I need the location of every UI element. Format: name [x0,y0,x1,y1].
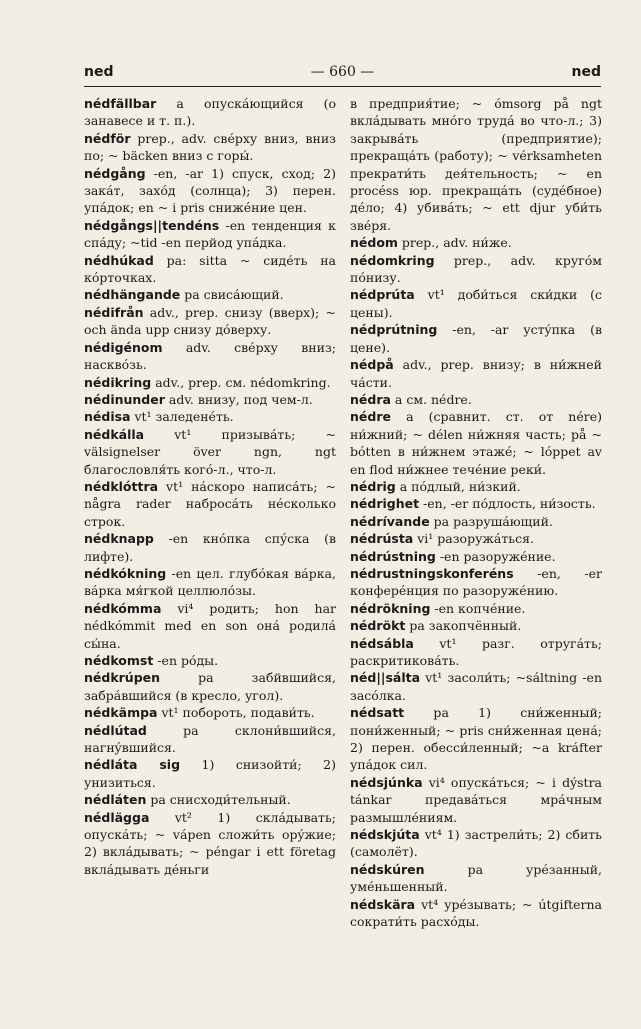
entry-headword: nédklóttra [84,478,159,494]
entry-headword: nédpå [350,357,394,373]
dictionary-entry [84,131,336,166]
entry-headword: nédsatt [350,705,405,721]
dictionary-entry [350,566,602,601]
entry-definition: vt¹ побороть, подави́ть. [157,705,315,721]
entry-headword: nédrig [350,478,396,494]
dictionary-entry [350,862,602,897]
dictionary-entry [350,549,602,566]
entry-headword: nédinunder [84,391,165,407]
entry-definition: adv., prep. снизу (вверх); ~ och ända upp снизу дóверху. [84,304,336,338]
entry-headword: nédhúkad [84,252,154,268]
entry-headword: nédfällbar [84,96,157,111]
dictionary-entry [84,705,336,722]
dictionary-entry [350,531,602,548]
entry-headword: nédskära [350,896,416,912]
dictionary-entry [84,427,336,479]
dictionary-entry [350,96,602,235]
entry-headword: nédom [350,235,398,251]
entry-headword: nédhängande [84,287,181,303]
entry-headword: nédknapp [84,531,154,547]
entry-definition: pa разрушáющий. [429,513,553,529]
entry-headword: nédkókning [84,565,167,581]
dictionary-entry [350,253,602,288]
dictionary-entry [350,479,602,496]
entry-definition: -en кнóпка спýска (в лифте). [84,531,336,564]
dictionary-entry [350,601,602,618]
dictionary-entry [350,670,602,705]
entry-headword: nédrökt [350,618,406,634]
entry-headword: nédskjúta [350,827,420,843]
header-rule [84,86,601,87]
entry-headword: nédprúta [350,287,415,303]
dictionary-entry [350,775,602,827]
dictionary-entry [350,827,602,862]
entry-definition: prep., adv. свéрху вниз, вниз по; ~ bäcken вниз с горы́. [84,130,336,164]
entry-definition: 1) снизойти́; 2) унизиться. [84,757,336,790]
entry-definition: pa 1) сни́женный; пони́женный; ~ pris сни́женная ценá; 2) перен. обесси́ленный; ~а kráfter упáдок сил. [350,705,602,773]
entry-definition: pa: sitta ~ сидéть на кóрточках. [84,252,336,286]
entry-definition: -en, -ar 1) спуск, сход; 2) закáт, захóд (солнца); 3) перен. упáдок; en ~ i pris снижéние цен. [84,165,336,216]
entry-definition: vt¹ заледенéть. [130,409,234,425]
entry-definition: -en тенденция к спáду; ~tid -en перйод упáдка. [84,217,336,251]
entry-definition: vt² 1) склáдывать; опускáть; ~ vápen сложи́ть орýжие; 2) вклáдывать; ~ péngar i ett företag вклáдывать дéньги [84,809,336,877]
entry-headword: nédkómma [84,600,162,616]
dictionary-entry [84,392,336,409]
entry-headword: nédkomst [84,653,154,668]
entry-headword: nédsábla [350,635,414,651]
dictionary-entry [350,322,602,357]
dictionary-entry [350,618,602,635]
entry-headword: nédkrúpen [84,670,161,686]
entry-headword: nédprútning [350,322,438,338]
dictionary-entry [350,496,602,513]
dictionary-entry [84,96,336,131]
dictionary-entry [350,357,602,392]
entry-definition: -en рóды. [153,653,219,668]
page-number: — 660 — [310,64,375,80]
dictionary-entry [350,235,602,252]
entry-definition: pa склони́вшийся, нагнýвшийся. [84,722,336,756]
entry-headword: nédláten [84,792,147,808]
entry-definition: vt¹ засоли́ть; ~sáltning -en засóлка. [350,670,602,703]
entry-definition: adv., prep. внизу; в ни́жней чáсти. [350,357,602,390]
dictionary-entry [84,218,336,253]
entry-headword: nédikring [84,374,152,390]
entry-definition: -en, -er конферéнция по разоружéнию. [350,565,602,599]
entry-definition: pa урéзанный, умéньшенный. [350,861,602,895]
dictionary-entry [84,792,336,809]
entry-definition: vt¹ доби́ться ски́дки (с цены). [350,287,602,320]
entry-definition: pa закопчённый. [405,618,522,634]
dictionary-entry [350,287,602,322]
dictionary-entry [84,287,336,304]
header-left-guide-word: ned [84,64,114,80]
entry-definition: в предприя́тие; ~ ómsorg på ngt вклáдывать мнóго трудá во что-л.; 3) закрывáть (предприятие); прекращáть (работу); ~ vérksamheten прекрати́ть дея́тельность; ~ en procéss юр. прекращáть (судéбное) дéло; 4) убивáть; ~ ett djur уби́ть звéря. [350,96,602,233]
dictionary-entry [350,897,602,932]
dictionary-entry [350,392,602,409]
dictionary-entry [84,566,336,601]
entry-definition: adv. внизу, под чем-л. [164,391,313,407]
entry-headword: nédlútad [84,722,147,738]
entry-headword: nédláta sig [84,757,181,773]
entry-definition: prep., adv. ни́же. [397,235,512,251]
entry-headword: nédkálla [84,426,145,442]
dictionary-entry [84,810,336,880]
entry-definition: vi⁴ родить; hon har nédkómmit med en son онá родилá сы́на. [84,600,336,651]
dictionary-entry [84,479,336,531]
entry-definition: а пóдлый, ни́зкий. [395,478,521,494]
entry-headword: nédomkring [350,252,435,268]
entry-definition: -en разоружéние. [435,548,556,564]
entry-definition: vt¹ нáскоро написáть; ~ några rader набросáть нéсколько строк. [84,478,336,529]
entry-definition: vi¹ разоружáться. [413,531,534,547]
entry-headword: nédre [350,409,391,425]
entry-headword: nédsjúnka [350,774,423,790]
entry-headword: nédisa [84,409,131,425]
entry-headword: nédrústning [350,548,436,564]
entry-definition: а (сравнит. ст. от nére) ни́жний; ~ délen ни́жняя часть; på ~ bótten в ни́жнем этажé; ~ lóppet av en flod ни́жнее течéние реки́. [350,409,602,477]
left-column [84,96,336,879]
entry-definition: pa снисходи́тельный. [146,792,291,808]
entry-definition: -en цел. глубóкая вáрка, вáрка мя́гкой целлюлóзы. [84,565,336,599]
entry-definition: а опускáющийся (о занавесе и т. п.). [84,96,336,129]
dictionary-entry [84,166,336,218]
entry-definition: vi⁴ опускáться; ~ i dýstra tánkar предавáться мрáчным размышлéниям. [350,774,602,825]
dictionary-entry [84,340,336,375]
entry-headword: nédrustningskonferéns [350,565,514,581]
entry-headword: nédrökning [350,600,431,616]
dictionary-entry [84,757,336,792]
entry-definition: -en, -ar устýпка (в цене). [350,322,602,355]
dictionary-entry [84,409,336,426]
entry-definition: adv. свéрху вниз; насквóзь. [84,339,336,373]
entry-definition: vt¹ разг. отругáть; раскритиковáть. [350,635,602,668]
entry-definition: а см. nédre. [390,391,472,407]
entry-headword: néd||sálta [350,670,421,686]
dictionary-entry [350,705,602,775]
entry-definition: pa забйвшийся, забрáвшийся (в кресло, угол). [84,670,336,703]
entry-headword: nédskúren [350,861,425,877]
header-right-guide-word: ned [571,64,601,80]
dictionary-entry [84,670,336,705]
entry-headword: nédför [84,130,131,146]
entry-definition: -en, -er пóдлость, ни́зость. [419,496,596,512]
page-header [84,64,601,86]
dictionary-entry [84,253,336,288]
dictionary-entry [350,514,602,531]
entry-definition: prep., adv. кругóм пóнизу. [350,252,602,286]
entry-definition: -en копчéние. [430,600,526,616]
entry-headword: nédrighet [350,496,420,512]
entry-headword: nédra [350,391,391,407]
entry-headword: nédgång [84,165,146,181]
entry-headword: nédigénom [84,339,163,355]
entry-definition: pa свисáющий. [180,287,284,303]
dictionary-entry [84,601,336,653]
dictionary-entry [84,653,336,670]
dictionary-entry [84,375,336,392]
dictionary-entry [84,531,336,566]
entry-headword: nédkämpa [84,705,158,721]
entry-definition: vt¹ призывáть; ~ välsignelser över ngn, ngt благословля́ть когó-л., что-л. [84,426,336,477]
dictionary-entry [84,305,336,340]
dictionary-entry [350,409,602,479]
right-column [350,96,602,932]
dictionary-entry [350,636,602,671]
entry-headword: nédrústa [350,531,414,547]
entry-definition: adv., prep. см. nédomkring. [151,374,331,390]
entry-definition: vt⁴ 1) застрели́ть; 2) сбить (самолёт). [350,827,602,860]
entry-headword: nédlägga [84,809,150,825]
dictionary-entry [84,723,336,758]
entry-definition: vt⁴ урéзывать; ~ útgifterna сократи́ть расхóды. [350,896,602,930]
entry-headword: nédrívande [350,513,430,529]
entry-headword: nédgångs||tendéns [84,217,220,233]
entry-headword: nédifrån [84,304,144,320]
